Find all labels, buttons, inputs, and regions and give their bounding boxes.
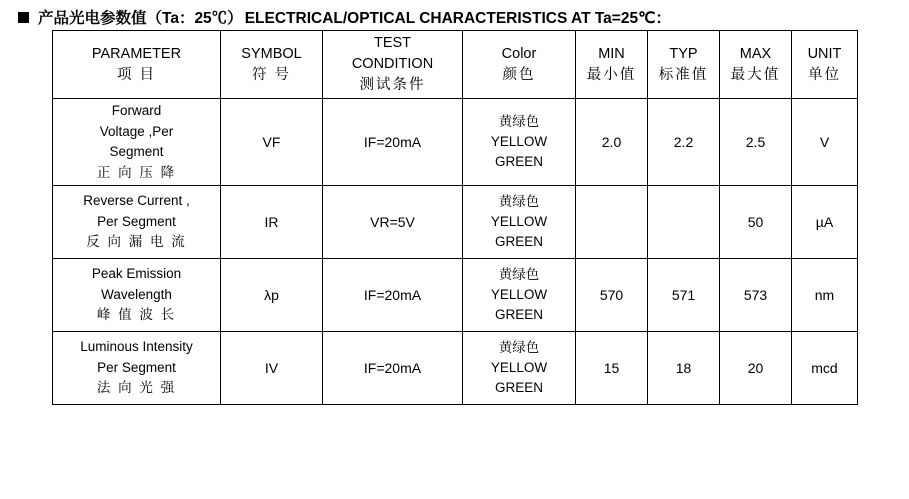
cell-unit: µA	[792, 186, 858, 259]
param-line1: Peak Emission	[91, 266, 182, 282]
cell-min	[576, 186, 648, 259]
cell-min: 570	[576, 259, 648, 332]
header-min-cn: 最小值	[586, 66, 637, 83]
cell-parameter	[53, 186, 221, 259]
cell-max: 573	[720, 259, 792, 332]
electrical-optical-characteristics-table	[52, 30, 858, 405]
section-title-chinese: 产品光电参数值（Ta：25℃）	[38, 10, 243, 27]
header-test-condition-cn: 测试条件	[359, 77, 426, 94]
cell-color	[463, 99, 576, 186]
cell-max: 20	[720, 332, 792, 405]
header-test-condition-en-line1: TEST	[373, 35, 412, 51]
header-parameter-cn: 项 目	[116, 66, 157, 83]
param-line-cn: 峰 值 波 长	[96, 307, 177, 323]
table-row	[53, 332, 858, 405]
header-typ-en: TYP	[669, 45, 698, 62]
cell-color	[463, 186, 576, 259]
header-color-en: Color	[501, 45, 537, 62]
header-unit-en: UNIT	[807, 45, 842, 62]
cell-test-condition: IF=20mA	[323, 259, 463, 332]
color-cn: 黄绿色	[498, 339, 540, 355]
cell-symbol: VF	[221, 99, 323, 186]
color-en-line1: YELLOW	[490, 286, 548, 302]
cell-color	[463, 332, 576, 405]
cell-symbol: λp	[221, 259, 323, 332]
section-title-english: ELECTRICAL/OPTICAL CHARACTERISTICS AT Ta=25℃：	[244, 10, 672, 27]
color-en-line1: YELLOW	[490, 359, 548, 375]
header-parameter-en: PARAMETER	[91, 45, 182, 62]
table-header-row	[53, 31, 858, 99]
header-symbol-cn: 符 号	[251, 66, 292, 83]
cell-unit: mcd	[792, 332, 858, 405]
cell-unit: nm	[792, 259, 858, 332]
param-line-cn: 正 向 压 降	[96, 164, 177, 180]
cell-typ	[648, 186, 720, 259]
param-line-cn: 反 向 漏 电 流	[86, 234, 187, 250]
cell-max: 2.5	[720, 99, 792, 186]
color-en-line1: YELLOW	[490, 213, 548, 229]
param-line3: Segment	[109, 144, 164, 160]
cell-parameter	[53, 259, 221, 332]
param-line1: Luminous Intensity	[80, 339, 193, 355]
cell-parameter	[53, 99, 221, 186]
cell-typ: 2.2	[648, 99, 720, 186]
header-unit-cn: 单位	[808, 66, 841, 83]
header-color	[463, 31, 576, 99]
header-unit	[792, 31, 858, 99]
header-max-cn: 最大值	[730, 66, 781, 83]
param-line2: Per Segment	[97, 359, 176, 375]
bullet-square-icon	[18, 12, 29, 23]
cell-test-condition: IF=20mA	[323, 332, 463, 405]
section-title	[0, 0, 909, 30]
cell-min: 2.0	[576, 99, 648, 186]
cell-parameter	[53, 332, 221, 405]
header-test-condition	[323, 31, 463, 99]
cell-test-condition: VR=5V	[323, 186, 463, 259]
cell-min: 15	[576, 332, 648, 405]
param-line1: Forward	[111, 103, 162, 119]
header-typ-cn: 标准值	[658, 66, 709, 83]
header-max-en: MAX	[739, 45, 772, 62]
color-en-line2: GREEN	[494, 380, 543, 396]
cell-symbol: IR	[221, 186, 323, 259]
header-min	[576, 31, 648, 99]
color-en-line2: GREEN	[494, 307, 543, 323]
table-row	[53, 99, 858, 186]
header-typ	[648, 31, 720, 99]
table-row	[53, 259, 858, 332]
color-cn: 黄绿色	[498, 193, 540, 209]
cell-typ: 571	[648, 259, 720, 332]
table-row	[53, 186, 858, 259]
header-parameter	[53, 31, 221, 99]
color-cn: 黄绿色	[498, 266, 540, 282]
cell-test-condition: IF=20mA	[323, 99, 463, 186]
cell-max: 50	[720, 186, 792, 259]
cell-symbol: IV	[221, 332, 323, 405]
header-symbol-en: SYMBOL	[241, 45, 302, 62]
param-line2: Per Segment	[97, 213, 176, 229]
header-min-en: MIN	[598, 45, 625, 62]
cell-typ: 18	[648, 332, 720, 405]
header-symbol	[221, 31, 323, 99]
header-test-condition-en-line2: CONDITION	[351, 56, 434, 73]
cell-color	[463, 259, 576, 332]
header-color-cn: 颜色	[502, 66, 536, 83]
param-line2: Wavelength	[101, 286, 172, 302]
spec-table-wrapper	[0, 30, 909, 405]
color-en-line2: GREEN	[494, 234, 543, 250]
color-en-line2: GREEN	[494, 154, 543, 170]
cell-unit: V	[792, 99, 858, 186]
param-line2: Voltage ,Per	[99, 123, 174, 139]
param-line1: Reverse Current ,	[83, 193, 190, 209]
header-max	[720, 31, 792, 99]
color-cn: 黄绿色	[498, 113, 540, 129]
param-line-cn: 法 向 光 强	[96, 380, 177, 396]
color-en-line1: YELLOW	[490, 133, 548, 149]
